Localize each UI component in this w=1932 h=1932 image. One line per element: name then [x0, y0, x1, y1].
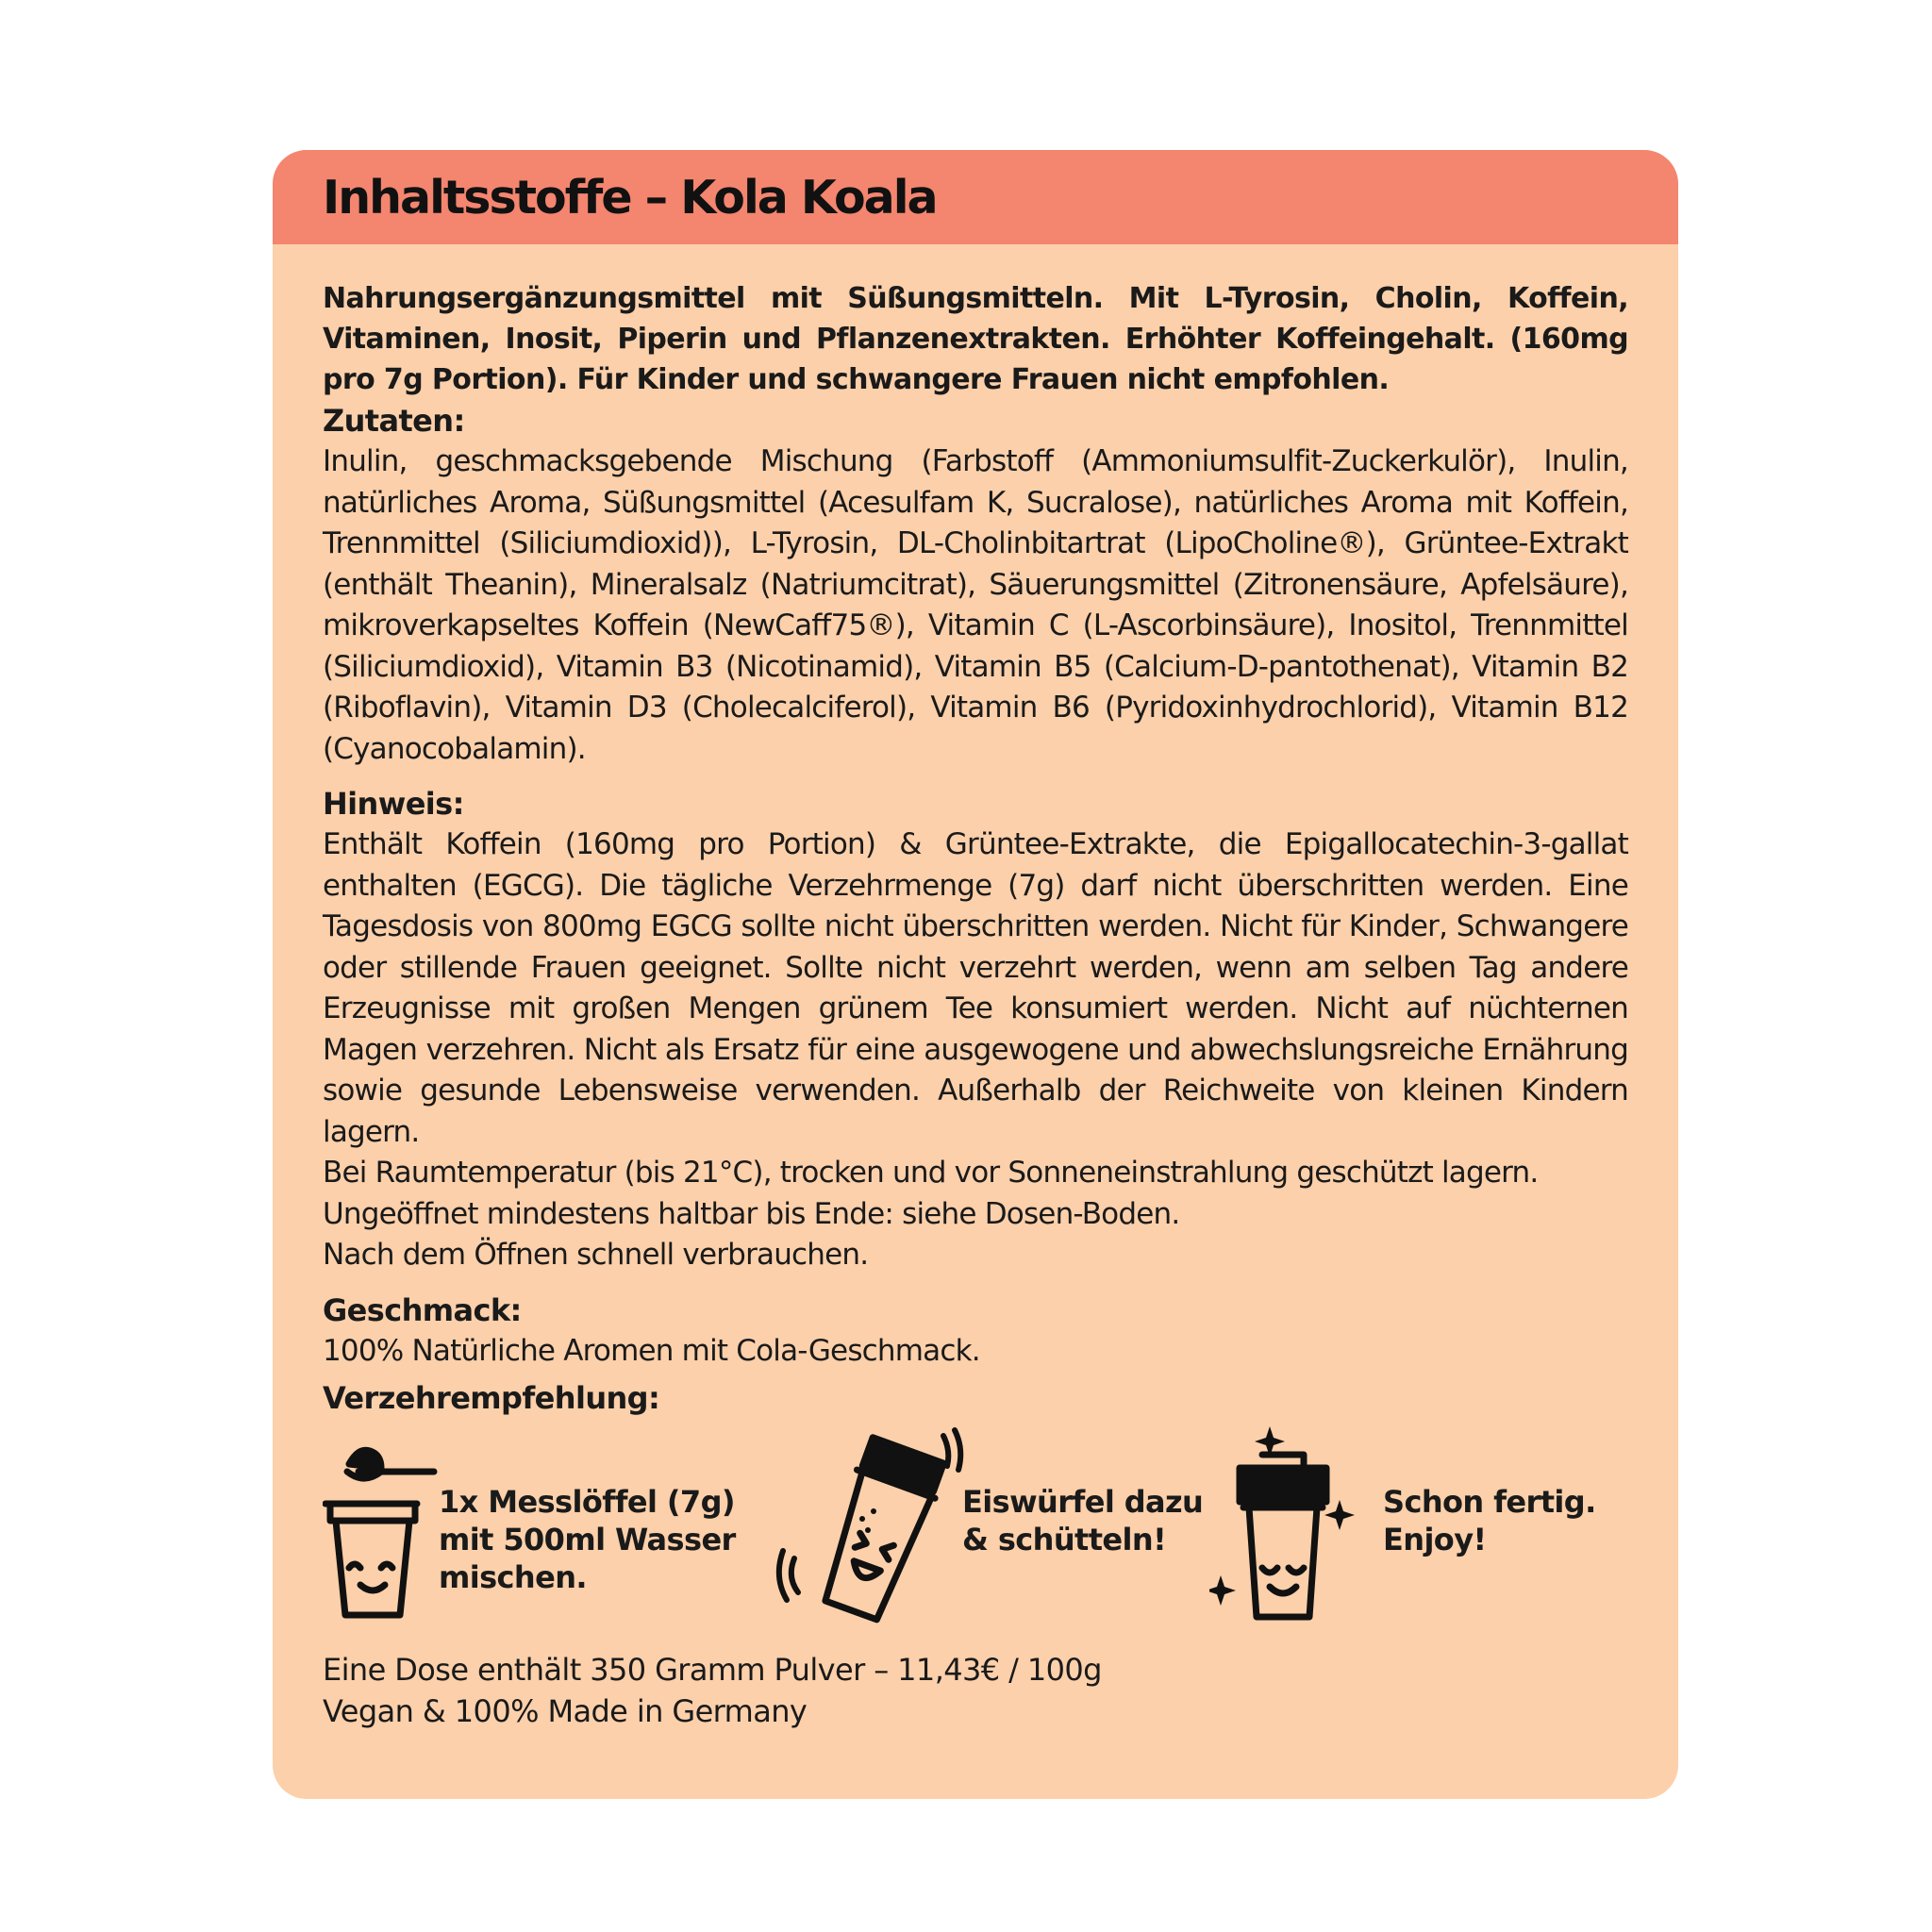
after-opening-text: Nach dem Öffnen schnell verbrauchen. [323, 1238, 869, 1272]
verzehr-heading: Verzehrempfehlung: [323, 1380, 660, 1416]
step-2-text: Eiswürfel dazu & schütteln! [962, 1484, 1204, 1557]
hinweis-heading: Hinweis: [323, 786, 464, 822]
step-3-text: Schon fertig. Enjoy! [1383, 1484, 1596, 1557]
step-2 [775, 1426, 1228, 1643]
geschmack-text: 100% Natürliche Aromen mit Cola-Geschmack. [323, 1333, 980, 1368]
sparkling-shaker-icon [1209, 1426, 1360, 1624]
card-title: Inhaltsstoffe – Kola Koala [323, 170, 937, 225]
cup-with-scoop-icon [323, 1426, 455, 1624]
shelf-life-text: Ungeöffnet mindestens haltbar bis Ende: siehe Dosen-Boden. [323, 1196, 1180, 1231]
footer-price: Eine Dose enthält 350 Gramm Pulver – 11,43€ / 100g [323, 1652, 1102, 1688]
preparation-steps [323, 1426, 1628, 1643]
step-1 [323, 1426, 775, 1643]
step-1-text: 1x Messlöffel (7g) mit 500ml Wasser mischen. [439, 1484, 736, 1595]
card-content [273, 244, 1678, 1732]
geschmack-heading: Geschmack: [323, 1291, 522, 1328]
ingredients-card [273, 150, 1678, 1799]
shaking-shaker-icon [775, 1426, 964, 1624]
hinweis-text: Enthält Koffein (160mg pro Portion) & Grüntee-Extrakte, die Epigallocatechin-3-gallat enthalten (EGCG). Die tägliche Verzehrmenge (7g) darf nicht überschritten werden. Eine Tagesdosis von 800mg EGCG sollte nicht überschritten werden. Nicht für Kinder, Schwangere oder stillende Frauen geeignet. Sollte nicht verzehrt werden, wenn am selben Tag andere Erzeugnisse mit großen Mengen grünem Tee konsumiert werden. Nicht auf nüchternen Magen verzehren. Nicht als Ersatz für eine ausgewogene und abwechslungsreiche Ernährung sowie gesunde Lebensweise verwenden. Außerhalb der Reichweite von kleinen Kindern lagern. [323, 827, 1628, 1149]
footer-vegan: Vegan & 100% Made in Germany [323, 1693, 808, 1729]
step-3 [1209, 1426, 1678, 1643]
zutaten-text: Inulin, geschmacksgebende Mischung (Farbstoff (Ammoniumsulfit-Zuckerkulör), Inulin, natürliches Aroma, Süßungsmittel (Acesulfam K, Sucralose), natürliches Aroma mit Koffein, Trennmittel (Siliciumdioxid)), L-Tyrosin, DL-Cholinbitartrat (LipoCholine®), Grüntee-Extrakt (enthält Theanin), Mineralsalz (Natriumcitrat), Säuerungsmittel (Zitronensäure, Apfelsäure), mikroverkapseltes Koffein (NewCaff75®), Vitamin C (L-Ascorbinsäure), Inositol, Trennmittel (Siliciumdioxid), Vitamin B3 (Nicotinamid), Vitamin B5 (Calcium-D-pantothenat), Vitamin B2 (Riboflavin), Vitamin D3 (Cholecalciferol), Vitamin B6 (Pyridoxinhydrochlorid), Vitamin B12 (Cyanocobalamin). [323, 444, 1628, 766]
zutaten-heading: Zutaten: [323, 403, 465, 439]
product-description: Nahrungsergänzungsmittel mit Süßungsmitteln. Mit L-Tyrosin, Cholin, Koffein, Vitaminen, Inosit, Piperin und Pflanzenextrakten. Erhöhter Koffeingehalt. (160mg pro 7g Portion). Für Kinder und schwangere Frauen nicht empfohlen. [323, 282, 1628, 396]
storage-text: Bei Raumtemperatur (bis 21°C), trocken und vor Sonneneinstrahlung geschützt lagern. [323, 1156, 1539, 1190]
card-header [273, 150, 1678, 244]
